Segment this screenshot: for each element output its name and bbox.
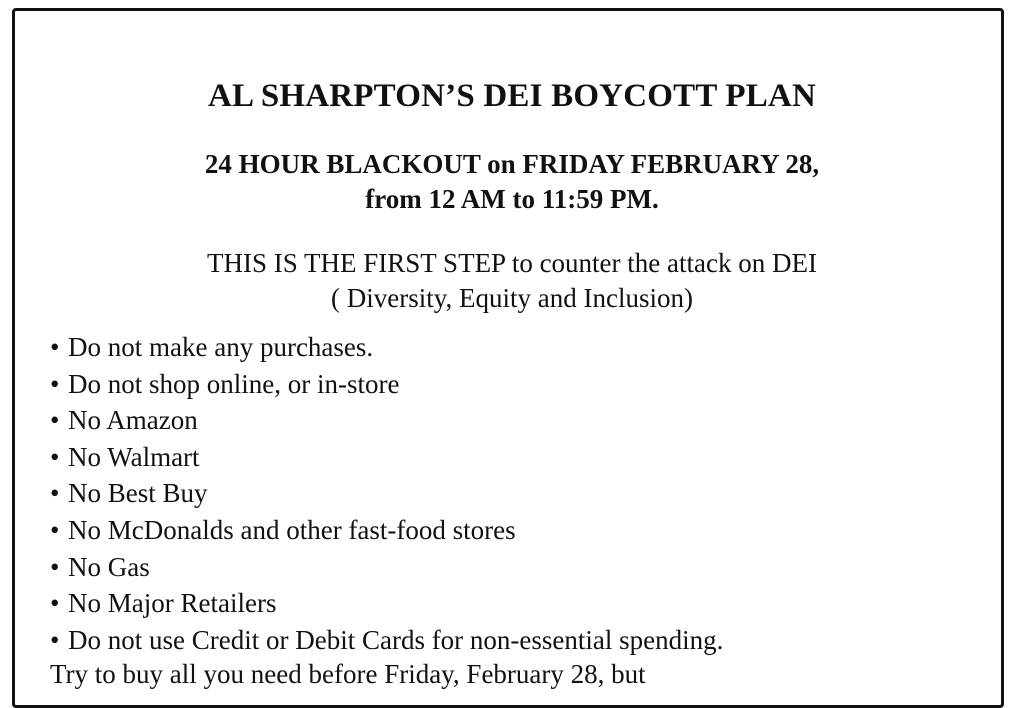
list-item (50, 366, 723, 403)
rule-text: No Best Buy (68, 478, 208, 509)
flyer-title: AL SHARPTON’S DEI BOYCOTT PLAN (207, 78, 817, 114)
blackout-notice (0, 147, 1024, 217)
rule-text: No Walmart (68, 441, 200, 472)
first-step-line-2: ( Diversity, Equity and Inclusion) (331, 283, 693, 313)
bullet: • (50, 588, 60, 619)
list-item (50, 585, 723, 622)
bullet: • (50, 368, 60, 399)
rule-text: No Amazon (68, 405, 198, 436)
first-step-statement (0, 246, 1024, 316)
closing-text: Try to buy all you need before Friday, February 28, but (50, 659, 646, 689)
list-item (50, 439, 723, 476)
list-item (50, 475, 723, 512)
bullet: • (50, 514, 60, 545)
blackout-line-2: from 12 AM to 11:59 PM. (365, 184, 659, 214)
bullet: • (50, 332, 60, 362)
list-item (50, 402, 723, 439)
list-item (50, 329, 723, 366)
blackout-line-1: 24 HOUR BLACKOUT on FRIDAY FEBRUARY 28, (204, 149, 820, 179)
rule-text: Do not use Credit or Debit Cards for non-essential spending. (68, 624, 724, 655)
list-item (50, 549, 723, 586)
bullet: • (50, 624, 60, 655)
list-item (50, 512, 723, 549)
rule-text: No Gas (68, 551, 150, 582)
bullet: • (50, 405, 60, 436)
bullet: • (50, 551, 60, 582)
rule-text: Do not shop online, or in-store (68, 368, 400, 399)
list-item (50, 622, 723, 659)
bullet: • (50, 478, 60, 509)
rule-text: Do not make any purchases. (68, 332, 374, 362)
bullet: • (50, 441, 60, 472)
rule-text: No Major Retailers (68, 588, 277, 619)
boycott-rules-list (50, 329, 723, 658)
first-step-line-1: THIS IS THE FIRST STEP to counter the attack on DEI (207, 248, 817, 278)
rule-text: No McDonalds and other fast-food stores (68, 514, 516, 545)
